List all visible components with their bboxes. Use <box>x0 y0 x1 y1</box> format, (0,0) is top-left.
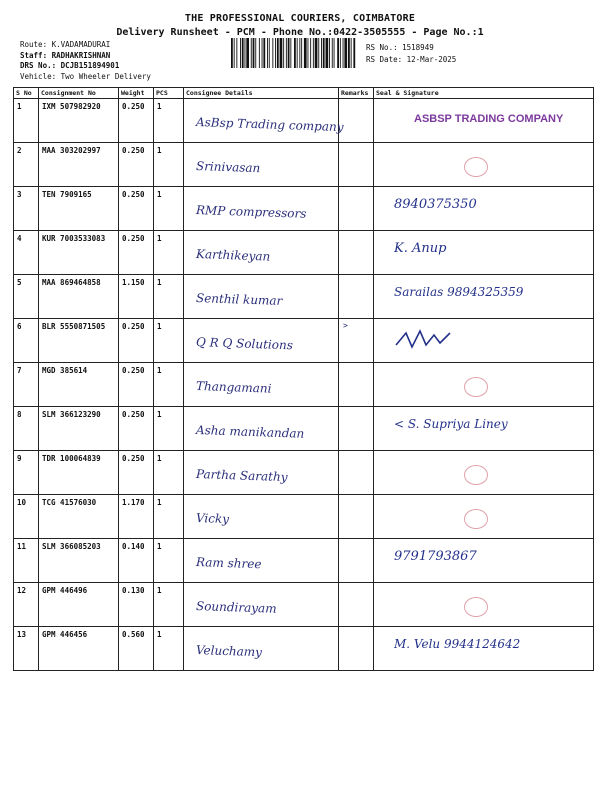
barcode-bar <box>337 38 339 68</box>
barcode-bar <box>344 38 347 68</box>
row-sno: 10 <box>14 495 39 539</box>
barcode-bar <box>234 38 235 68</box>
barcode-bar <box>323 38 325 68</box>
row-remarks <box>339 143 374 187</box>
table-row <box>14 451 594 495</box>
row-weight: 0.560 <box>119 627 154 671</box>
row-pcs: 1 <box>154 187 184 231</box>
row-consignee <box>184 627 339 671</box>
row-consignee <box>184 99 344 143</box>
row-weight: 1.170 <box>119 495 154 539</box>
row-consignment-no: TCG 41576030 <box>39 495 119 539</box>
table-body <box>14 99 594 671</box>
table-header-row <box>14 88 594 99</box>
barcode-bar <box>308 38 309 68</box>
row-seal-signature <box>374 627 594 671</box>
consignee-handwriting: Karthikeyan <box>195 247 271 264</box>
row-remarks <box>339 319 374 363</box>
company-title: THE PROFESSIONAL COURIERS, COIMBATORE <box>184 13 416 24</box>
table-row <box>14 275 594 319</box>
signature-handwriting: Sarailas 9894325359 <box>394 285 524 299</box>
row-consignment-no: TDR 100064839 <box>39 451 119 495</box>
row-pcs: 1 <box>154 539 184 583</box>
table-row <box>14 539 594 583</box>
row-pcs: 1 <box>154 319 184 363</box>
table-row <box>14 363 594 407</box>
row-consignee <box>184 451 339 495</box>
consignee-handwriting: Ram shree <box>195 555 262 572</box>
barcode-bar <box>283 38 284 68</box>
row-weight: 0.250 <box>119 143 154 187</box>
consignee-handwriting: Partha Sarathy <box>195 467 288 485</box>
row-seal-signature <box>374 275 594 319</box>
row-sno: 6 <box>14 319 39 363</box>
row-remarks <box>339 275 374 319</box>
barcode-bar <box>286 38 287 68</box>
row-consignment-no: SLM 366123290 <box>39 407 119 451</box>
barcode-bar <box>267 38 268 68</box>
row-seal-signature <box>374 319 594 363</box>
consignee-handwriting: Soundirayam <box>195 599 277 616</box>
signature-handwriting: 8940375350 <box>394 197 477 212</box>
row-consignment-no: GPM 446456 <box>39 627 119 671</box>
row-remarks <box>339 627 374 671</box>
header-pcs: PCS <box>154 88 184 99</box>
barcode-bar <box>253 38 255 68</box>
barcode-bar <box>318 38 319 68</box>
signature-handwriting: < S. Supriya Liney <box>394 417 508 431</box>
row-weight: 0.250 <box>119 407 154 451</box>
row-weight: 0.250 <box>119 99 154 143</box>
header-consignee: Consignee Details <box>184 88 339 99</box>
row-seal-signature <box>374 143 594 187</box>
row-pcs: 1 <box>154 407 184 451</box>
barcode-bar <box>301 38 302 68</box>
row-sno: 3 <box>14 187 39 231</box>
barcode-image <box>230 38 356 68</box>
barcode-bar <box>288 38 290 68</box>
row-sno: 9 <box>14 451 39 495</box>
signature-mark <box>464 465 488 485</box>
row-consignee <box>184 275 339 319</box>
row-sno: 1 <box>14 99 39 143</box>
barcode-bar <box>251 38 252 68</box>
table-row <box>14 407 594 451</box>
row-consignee <box>184 407 339 451</box>
table-row <box>14 495 594 539</box>
row-weight: 0.250 <box>119 363 154 407</box>
row-consignee <box>184 231 339 275</box>
barcode-bar <box>280 38 283 68</box>
row-sno: 4 <box>14 231 39 275</box>
header-sno: S No <box>14 88 39 99</box>
row-remarks <box>339 451 374 495</box>
scribble-stroke <box>396 331 450 347</box>
row-consignment-no: MAA 869464858 <box>39 275 119 319</box>
staff-text: Staff: RADHAKRISHNAN <box>20 50 111 60</box>
consignee-handwriting: Srinivasan <box>195 159 261 176</box>
table-row <box>14 99 594 143</box>
barcode-bar <box>348 38 350 68</box>
barcode-bar <box>290 38 291 68</box>
table-row <box>14 583 594 627</box>
row-weight: 1.150 <box>119 275 154 319</box>
consignee-handwriting: Senthil kumar <box>195 291 283 309</box>
row-sno: 12 <box>14 583 39 627</box>
row-pcs: 1 <box>154 495 184 539</box>
delivery-table <box>13 87 594 671</box>
barcode-bar <box>334 38 335 68</box>
barcode-bar <box>245 38 246 68</box>
row-remarks <box>339 495 374 539</box>
barcode-bar <box>310 38 311 68</box>
barcode-bar <box>269 38 270 68</box>
row-sno: 5 <box>14 275 39 319</box>
barcode-bar <box>255 38 256 68</box>
table-row <box>14 231 594 275</box>
row-seal-signature <box>374 539 594 583</box>
table-row <box>14 187 594 231</box>
row-consignment-no: IXM 507982920 <box>39 99 119 143</box>
row-sno: 11 <box>14 539 39 583</box>
consignee-handwriting: RMP compressors <box>195 203 307 221</box>
barcode-bar <box>231 38 233 68</box>
row-seal-signature <box>374 583 594 627</box>
barcode-bar <box>313 38 314 68</box>
row-consignee <box>184 319 339 363</box>
barcode-bar <box>259 38 260 68</box>
row-consignee <box>184 495 339 539</box>
row-pcs: 1 <box>154 363 184 407</box>
barcode-bar <box>294 38 296 68</box>
row-consignment-no: MAA 303202997 <box>39 143 119 187</box>
row-consignment-no: TEN 7909165 <box>39 187 119 231</box>
table-row <box>14 319 594 363</box>
barcode-bar <box>246 38 249 68</box>
signature-mark <box>464 597 488 617</box>
barcode-bar <box>326 38 329 68</box>
signature-handwriting: 9791793867 <box>394 549 477 564</box>
row-seal-signature <box>374 451 594 495</box>
consignee-handwriting: Vicky <box>195 511 230 527</box>
row-sno: 2 <box>14 143 39 187</box>
row-pcs: 1 <box>154 275 184 319</box>
row-consignee <box>184 143 339 187</box>
row-consignment-no: GPM 446496 <box>39 583 119 627</box>
consignee-handwriting: Asha manikandan <box>195 423 305 441</box>
consignee-handwriting: AsBsp Trading company <box>195 115 344 135</box>
consignee-handwriting: Thangamani <box>195 379 272 396</box>
barcode-bar <box>321 38 322 68</box>
row-remarks <box>339 363 374 407</box>
row-sno: 13 <box>14 627 39 671</box>
row-pcs: 1 <box>154 231 184 275</box>
signature-mark <box>464 157 488 177</box>
row-weight: 0.250 <box>119 231 154 275</box>
route-text: Route: K.VADAMADURAI <box>20 40 111 49</box>
table-row <box>14 627 594 671</box>
row-weight: 0.250 <box>119 451 154 495</box>
barcode-bar <box>240 38 241 68</box>
row-pcs: 1 <box>154 143 184 187</box>
row-remarks <box>339 231 374 275</box>
row-consignment-no: MGD 385614 <box>39 363 119 407</box>
barcode-bar <box>332 38 333 68</box>
drs-text: DRS No.: DCJB151894901 <box>20 61 120 70</box>
row-consignee <box>184 583 339 627</box>
row-remarks <box>339 583 374 627</box>
remark-mark: > <box>343 321 348 330</box>
barcode-bar <box>351 38 352 68</box>
header-seal: Seal & Signature <box>374 88 594 99</box>
signature-mark <box>464 377 488 397</box>
barcode-bar <box>236 38 237 68</box>
consignee-handwriting: Q R Q Solutions <box>195 335 294 353</box>
row-consignee <box>184 539 339 583</box>
row-pcs: 1 <box>154 583 184 627</box>
table-row <box>14 143 594 187</box>
row-weight: 0.140 <box>119 539 154 583</box>
row-sno: 8 <box>14 407 39 451</box>
barcode-bar <box>277 38 279 68</box>
header-consignment: Consignment No <box>39 88 119 99</box>
meta-right <box>366 42 456 66</box>
row-weight: 0.130 <box>119 583 154 627</box>
meta-left <box>20 40 151 82</box>
row-pcs: 1 <box>154 627 184 671</box>
barcode-bar <box>262 38 263 68</box>
row-sno: 7 <box>14 363 39 407</box>
barcode-bar <box>242 38 244 68</box>
signature-handwriting: K. Anup <box>394 241 447 256</box>
row-remarks <box>339 99 374 143</box>
row-consignment-no: BLR 5550871505 <box>39 319 119 363</box>
row-consignment-no: KUR 7003533083 <box>39 231 119 275</box>
barcode-bar <box>329 38 330 68</box>
rs-date: RS Date: 12-Mar-2025 <box>366 55 457 64</box>
row-remarks <box>339 539 374 583</box>
row-weight: 0.250 <box>119 319 154 363</box>
header-remarks: Remarks <box>339 88 374 99</box>
barcode-bar <box>299 38 300 68</box>
barcode-bar <box>272 38 273 68</box>
row-consignee <box>184 187 339 231</box>
barcode-bar <box>297 38 298 68</box>
barcode-bar <box>275 38 276 68</box>
signature-mark <box>464 509 488 529</box>
header-weight: Weight <box>119 88 154 99</box>
barcode-bar <box>304 38 307 68</box>
barcode-bar <box>343 38 344 68</box>
company-stamp: ASBSP TRADING COMPANY <box>414 113 564 125</box>
row-remarks <box>339 407 374 451</box>
row-consignment-no: SLM 366085203 <box>39 539 119 583</box>
runsheet-title: Delivery Runsheet - PCM - Phone No.:0422-3505555 - Page No.:1 <box>116 27 484 38</box>
barcode-bar <box>340 38 341 68</box>
row-weight: 0.250 <box>119 187 154 231</box>
row-consignee <box>184 363 339 407</box>
row-pcs: 1 <box>154 99 184 143</box>
row-remarks <box>339 187 374 231</box>
row-seal-signature <box>374 231 594 275</box>
row-pcs: 1 <box>154 451 184 495</box>
barcode-bar <box>263 38 265 68</box>
signature-scribble <box>394 327 454 353</box>
vehicle-text: Vehicle: Two Wheeler Delivery <box>20 71 151 81</box>
row-seal-signature <box>374 407 594 451</box>
consignee-handwriting: Veluchamy <box>195 643 263 660</box>
barcode-bar <box>315 38 318 68</box>
row-seal-signature <box>374 495 594 539</box>
barcode-bar <box>353 38 355 68</box>
row-seal-signature <box>374 363 594 407</box>
signature-handwriting: M. Velu 9944124642 <box>394 637 521 651</box>
row-seal-signature <box>374 99 594 143</box>
row-seal-signature <box>374 187 594 231</box>
rs-number: RS No.: 1518949 <box>366 43 434 52</box>
